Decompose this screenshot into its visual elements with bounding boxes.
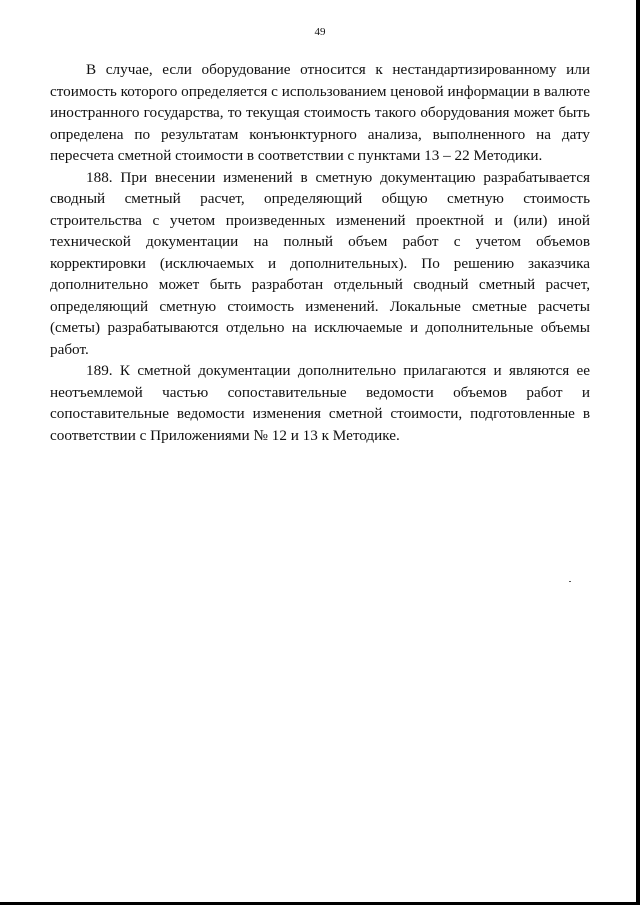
scan-edge-right xyxy=(636,0,640,905)
paragraph-equipment-cost: В случае, если оборудование относится к нестандартизированному или стоимость которого определяется с использованием ценовой информации в валюте иностранного государства, то текущая стоимость такого оборудования может быть определена по результатам конъюнктурного анализа, выполненного на дату пересчета сметной стоимости в соответствии с пунктами 13 – 22 Методики. xyxy=(50,61,590,164)
document-body xyxy=(50,59,590,446)
scan-speck xyxy=(569,581,571,582)
paragraph-188: 188. При внесении изменений в сметную документацию разрабатывается сводный сметный расчет, определяющий общую сметную стоимость строительства с учетом произведенных изменений проектной и (или) иной технической документации на полный объем работ с учетом объемов корректировки (исключаемых и дополнительных). По решению заказчика дополнительно может быть разработан отдельный сводный сметный расчет, определяющий сметную стоимость изменений. Локальные сметные расчеты (сметы) разрабатываются отдельно на исключаемые и дополнительные объемы работ. xyxy=(50,168,590,358)
paragraph-189: 189. К сметной документации дополнительно прилагаются и являются ее неотъемлемой частью сопоставительные ведомости объемов работ и сопоставительные ведомости изменения сметной стоимости, подготовленные в соответствии с Приложениями № 12 и 13 к Методике. xyxy=(50,362,590,444)
page-number: 49 xyxy=(314,26,326,38)
